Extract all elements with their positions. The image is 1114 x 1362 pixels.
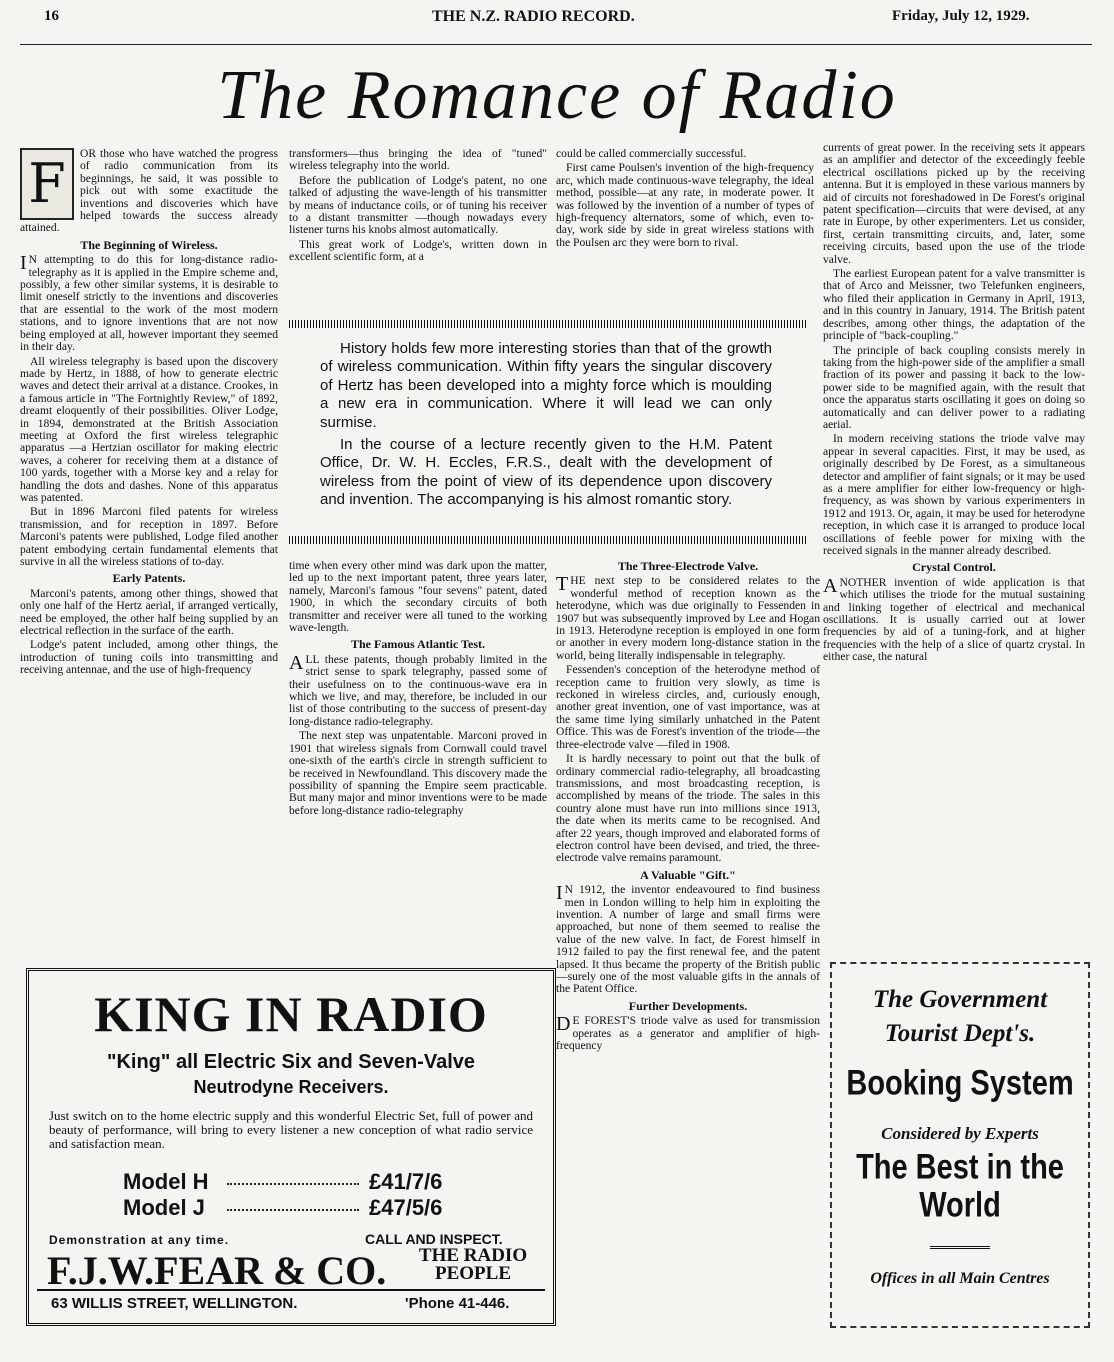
ad-line: World — [919, 1186, 1001, 1226]
ad-body: Just switch on to the home electric supply and this wonderful Electric Set, full of power and beauty of performance, will bring to every listener a new conception of what radio service and satisfaction mean. — [49, 1108, 533, 1151]
paragraph: But in 1896 Marconi filed patents for wireless transmission, and for reception in 1897. Before Marconi's patents were published, Lodge filed another patent embodying certain fundamental elements that survive in all the wireless stations of to-day. — [20, 505, 278, 568]
subheading: The Beginning of Wireless. — [80, 237, 218, 252]
intro-paragraph: In the course of a lecture recently given to the H.M. Patent Office, Dr. W. H. Eccles, F.R.S., dealt with the development of wireless from the point of view of its dependence upon discovery and invention. The accompanying is his almost romantic story. — [320, 436, 772, 509]
ad-call-to-action: CALL AND INSPECT. — [365, 1231, 503, 1247]
firm-name: F.J.W.FEAR & CO. — [47, 1248, 387, 1293]
initial-cap: D — [556, 1013, 571, 1036]
ad-line: The Best in the — [856, 1148, 1064, 1188]
initial-cap: A — [823, 574, 838, 597]
ad-ornament-rule — [930, 1246, 990, 1249]
subheading: The Famous Atlantic Test. — [350, 637, 485, 652]
tourist-dept-advertisement — [830, 962, 1090, 1328]
leader-dots — [227, 1209, 359, 1211]
paragraph: All wireless telegraphy is based upon the discovery made by Hertz, in 1888, of how to generate electric waves and detect their arrival at a distance. Crookes, in a famous article in "The Fortnightly Review," of 1892, dreamt eloquently of their possibilities. Oliver Lodge, in 1894, demonstrated at the British Association meeting at Oxford the first wireless telegraphic apparatus —a Hertzian oscillator for making electric waves, a coherer for receiving them at a distance of 100 yards, together with a Morse key and a relay for handling the dots and dashes. None of this apparatus was patented. — [20, 354, 278, 504]
firm-address: 63 WILLIS STREET, WELLINGTON. — [51, 1295, 298, 1312]
column-4 — [823, 142, 1085, 666]
paragraph: It is hardly necessary to point out that the bulk of ordinary commercial radio-telegraphy, all broadcasting transmissions, and most broadcasting reception, is accomplished by means of the triode. The sales in this country alone must have run into millions since 1913, the date when its merits came to be recognised. And after 22 years, though improved and elaborated forms of electron control have been devised, and tried, the three-electrode valve remains paramount. — [556, 752, 820, 865]
paragraph: Marconi's patents, among other things, showed that only one half of the Hertz aerial, if arranged vertically, need be employed, the other half being supplied by an electrical reflection in the surface of the earth. — [20, 586, 278, 638]
subheading: Crystal Control. — [912, 560, 996, 575]
paragraph: transformers—thus bringing the idea of "tuned" wireless telegraphy into the world. — [289, 147, 547, 173]
paragraph: time when every other mind was dark upon the matter, led up to the next important patent, three years later, namely, Marconi's famous "four sevens" patent, dated 1900, in which the secondary circuits of both transmitter and receiver were all tuned to the working wave-length. — [289, 559, 547, 635]
subheading: The Three-Electrode Valve. — [617, 559, 759, 573]
paragraph: Before the publication of Lodge's patent, no one talked of adjusting the wave-length of his transmitter by means of inductance coils, or of tuning his receiver to a distant transmitter —though nowadays every listener turns his knobs almost automatically. — [289, 173, 547, 237]
initial-cap: A — [289, 651, 304, 674]
ad-divider — [37, 1289, 545, 1291]
paragraph: E FOREST'S triode valve as used for transmission operates as a generator and amplifier of high-frequency — [556, 1014, 820, 1053]
king-radio-advertisement — [26, 968, 556, 1326]
paragraph: The next step was unpatentable. Marconi proved in 1901 that wireless signals from Cornwall could travel one-sixth of the earth's circle in strength sufficient to be received in Newfoundland. This discovery made the possibility of spanning the Empire seem practicable. But many major and minor inventions were to be made before long-distance radio-telegraphy — [289, 729, 547, 817]
paragraph: The principle of back coupling consists merely in taking from the high-power side of the amplifier a small fraction of its power and passing it back to the low-power side to be magnified again, with the result that once the apparatus starts oscillating it goes on doing so automatically and can deliver power to a radiating aerial. — [823, 343, 1085, 431]
paragraph: In modern receiving stations the triode valve may appear in several capacities. First, it may be used, as originally described by De Forest, as a simultaneous detector and amplifier of faint signals; or it may be used as a mere amplifier for either low-frequency or high-frequency, as was shown by various experimenters in 1912 and 1913. Or, again, it may be used for heterodyne reception, in which case it is arranged to produce local oscillations of feeble power for mixing with the received signals in the manner already described. — [823, 432, 1085, 557]
paragraph: N attempting to do this for long-distance radio-telegraphy as it is applied in the Empire scheme and, possibly, a few other similar systems, it is desirable to limit oneself strictly to the inventions and discoveries that are essential to the work of the most modern stations, and to ignore inventions that are not now being employed at all, however important they seemed in their day. — [20, 253, 278, 354]
ad-line: Offices in all Main Centres — [870, 1270, 1050, 1287]
intro-paragraph: History holds few more interesting stories than that of the growth of wireless communication. Within fifty years the singular discovery of Hertz has been developed into a mighty force which is moulding a new era in communication. Where it will lead we can only surmise. — [320, 340, 772, 431]
paragraph: This great work of Lodge's, written down in excellent scientific form, at a — [289, 237, 547, 264]
subheading: Further Developments. — [628, 998, 748, 1013]
ad-demonstration: Demonstration at any time. — [49, 1233, 230, 1247]
column-2-bottom — [289, 560, 547, 819]
newspaper-name: THE N.Z. RADIO RECORD. — [432, 8, 635, 25]
column-3-bottom — [556, 556, 820, 1054]
paragraph: The earliest European patent for a valve transmitter is that of Arco and Meissner, two Telefunken engineers, who filed their application in Germany in April, 1913, and in this country in January, 1914. The British patent describes, among other things, the adaptation of the principle of "back-coupling." — [823, 267, 1085, 343]
column-1 — [20, 148, 278, 679]
intro-box — [320, 340, 772, 514]
subheading: A Valuable "Gift." — [640, 867, 736, 882]
model-j-price: £47/5/6 — [369, 1195, 443, 1220]
column-2-top — [289, 148, 547, 266]
paragraph: Lodge's patent included, among other things, the introduction of tuning coils into transmitting and receiving antennae, and the use of high-frequency — [20, 638, 278, 677]
paragraph: NOTHER invention of wide application is that which utilises the triode for the mutual sustaining and linking together of electrical and mechanical oscillations. It is usually carried out at lower frequencies by aid of a tuning-fork, and at higher frequencies with the help of a slice of quartz crystal. In either case, the natural — [823, 575, 1085, 664]
paragraph: HE next step to be considered relates to the wonderful method of reception known as the heterodyne, which was due originally to Fessenden in 1907 but was subsequently improved by Lee and Hogan in 1913. Heterodyne reception is employed in one form or another in every modern long-distance station in the world, being literally indispensable in telegraphy. — [556, 574, 820, 662]
initial-cap: I — [556, 882, 563, 905]
tag-line: PEOPLE — [434, 1263, 511, 1284]
ornamental-drop-cap: F — [20, 148, 74, 220]
ad-line: The Government — [872, 986, 1048, 1013]
leader-dots — [227, 1183, 359, 1185]
paragraph: N 1912, the inventor endeavoured to find business men in London willing to help him in exploiting the invention. A number of large and small firms were approached, but none of them seemed to realise the value of the new valve. In fact, de Forest himself in 1912 failed to pay the first renewal fee, and the patent lapsed. It thus became the property of the British public—surely one of the most valuable gifts in the annals of the Patent Office. — [556, 883, 820, 996]
column-3-top — [556, 148, 814, 251]
tag-line: THE RADIO — [418, 1245, 528, 1266]
page-number: 16 — [44, 8, 59, 24]
initial-cap: T — [556, 573, 569, 596]
issue-date: Friday, July 12, 1929. — [892, 8, 1030, 24]
ad-headline: KING IN RADIO — [94, 986, 488, 1042]
ad-subheading: Neutrodyne Receivers. — [193, 1077, 389, 1097]
initial-cap: I — [20, 252, 27, 275]
ad-line: Tourist Dept's. — [884, 1020, 1036, 1047]
paragraph: could be called commercially successful. — [556, 147, 747, 160]
paragraph: Fessenden's conception of the heterodyne method of reception came to fruition very slowly, as time is reckoned in wireless circles, and, curiously enough, another great invention, one of vast importance, was at the same time lying similarly unhatched in the Patent Office. This was de Forest's invention of the triode—the three-electrode valve —filed in 1908. — [556, 663, 820, 751]
model-h-price: £41/7/6 — [369, 1169, 443, 1194]
ad-line: Considered by Experts — [881, 1124, 1039, 1143]
paragraph: currents of great power. In the receiving sets it appears as an amplifier and detector of the exceedingly feeble electrical oscillations picked up by the receiving antenna. But it is employed in these various manners by aid of circuits not foreshadowed in De Forest's original patent specification—circuits that were devised, at any rate in Europe, by other experimenters. Let us consider, first, certain transmitting circuits, and, later, some receiving circuits, based upon the use of the triode valve. — [823, 141, 1085, 266]
paragraph: OR those who have watched the progress of radio communication from its beginnings, he said, it was possible to pick out with some exactitude the inventions and discoveries which have helped towards the success already attained. — [20, 147, 278, 235]
model-h-label: Model H — [123, 1169, 209, 1194]
ad-line: Booking System — [846, 1064, 1074, 1104]
paragraph: First came Poulsen's invention of the high-frequency arc, which made continuous-wave telegraphy, the ideal method, possible—at any rate, in moderate power. It was followed by the invention of a number of types of high-frequency alternators, some of which, even to-day, work side by side in great wireless stations with the Poulsen arc they were born to rival. — [556, 161, 814, 249]
paragraph: LL these patents, though probably limited in the strict sense to spark telegraphy, passed some of their usefulness on to the continuous-wave era in which we live, and may, therefore, be included in our list of those contributing to the success of present-day long-distance radio-telegraphy. — [289, 652, 547, 728]
ad-subheading: "King" all Electric Six and Seven-Valve — [106, 1051, 475, 1073]
radio-people-tag — [403, 1247, 543, 1283]
firm-phone: 'Phone 41-446. — [405, 1295, 510, 1312]
header-rule — [20, 44, 1092, 45]
subheading: Early Patents. — [112, 571, 186, 586]
decorative-rule-bottom — [289, 536, 807, 544]
model-j-label: Model J — [123, 1195, 205, 1220]
decorative-rule-top — [289, 320, 807, 328]
article-title: The Romance of Radio — [217, 57, 897, 134]
